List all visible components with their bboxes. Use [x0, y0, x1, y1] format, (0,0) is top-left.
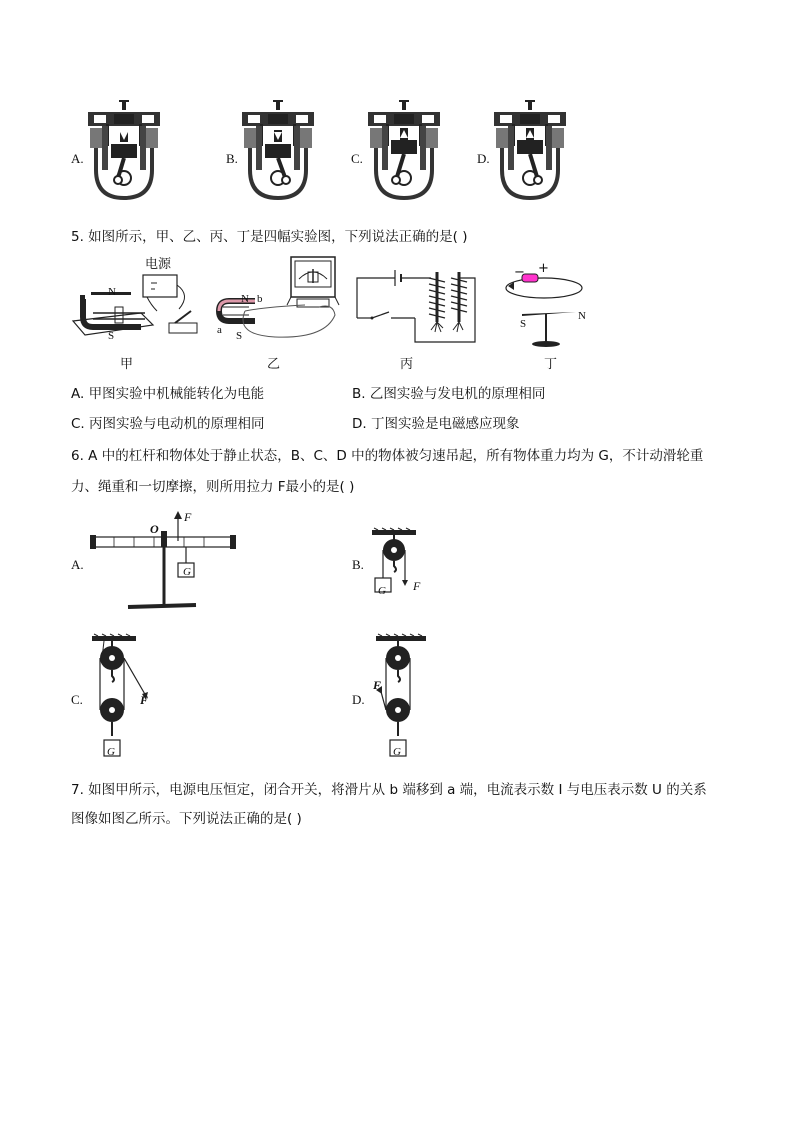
q6-option-c-label: C. — [71, 692, 83, 707]
q4-option-d-label: D. — [477, 151, 490, 166]
lever-o-label: O — [150, 522, 159, 536]
q6-fixed-pulley-diagram — [368, 528, 428, 608]
q6-pulley-block-d-diagram — [370, 632, 440, 767]
pulley-d-g-label: G — [393, 746, 401, 758]
pulley-d-f-label: F — [373, 678, 382, 692]
q5-figure-jia — [71, 255, 201, 345]
pulley-c-g-label: G — [107, 746, 115, 758]
engine-diagram-c — [366, 100, 446, 220]
engine-diagram-d — [492, 100, 572, 220]
q5-option-d: D. 丁图实验是电磁感应现象 — [352, 416, 520, 432]
jia-power-label: 电源 — [145, 257, 172, 272]
q6-option-d-label: D. — [352, 692, 365, 707]
engine-diagram-a — [86, 100, 166, 220]
q4-option-a-label: A. — [71, 151, 84, 166]
q5-stem: 5. 如图所示，甲、乙、丙、丁是四幅实验图，下列说法正确的是( ) — [71, 229, 468, 245]
fixed-pulley-g-label: G — [378, 585, 386, 597]
q6-stem-line2: 力、绳重和一切摩擦，则所用拉力 F最小的是( ) — [71, 479, 355, 495]
yi-a-label: a — [217, 324, 222, 336]
ding-plus-label: + — [538, 261, 549, 276]
q5-option-a: A. 甲图实验中机械能转化为电能 — [71, 386, 265, 402]
q6-lever-diagram — [88, 505, 248, 615]
q5-option-c: C. 丙图实验与电动机的原理相同 — [71, 416, 265, 432]
caption-ding: 丁 — [544, 357, 558, 372]
yi-n-label: N — [241, 293, 249, 305]
engine-diagram-b — [240, 100, 320, 220]
q7-stem-line2: 图像如图乙所示。下列说法正确的是( ) — [71, 811, 302, 827]
q5-figure-bing — [355, 258, 485, 348]
lever-g-label: G — [183, 566, 191, 578]
caption-jia: 甲 — [120, 357, 134, 372]
fixed-pulley-f-label: F — [413, 579, 421, 593]
q4-option-c-label: C. — [351, 151, 363, 166]
ding-n-label: N — [578, 310, 586, 322]
yi-s-label: S — [236, 330, 243, 342]
q6-option-b-label: B. — [352, 557, 364, 572]
jia-n-label: N — [108, 286, 116, 298]
jia-s-label: S — [108, 330, 115, 342]
caption-yi: 乙 — [267, 357, 281, 372]
ding-s-label: S — [520, 318, 527, 330]
q6-option-a-label: A. — [71, 557, 84, 572]
q4-option-b-label: B. — [226, 151, 238, 166]
ding-minus-label: − — [514, 265, 525, 280]
yi-b-label: b — [257, 293, 263, 305]
pulley-c-f-label: F — [140, 693, 149, 707]
q7-stem-line1: 7. 如图甲所示，电源电压恒定，闭合开关，将滑片从 b 端移到 a 端，电流表示数 I 与电压表示数 U 的关系 — [71, 782, 707, 798]
q5-option-b: B. 乙图实验与发电机的原理相同 — [352, 386, 546, 402]
lever-f-label: F — [184, 510, 192, 524]
caption-bing: 丙 — [400, 357, 414, 372]
q6-stem-line1: 6. A 中的杠杆和物体处于静止状态，B、C、D 中的物体被匀速吊起，所有物体重力均为 G，不计动滑轮重 — [71, 448, 704, 464]
